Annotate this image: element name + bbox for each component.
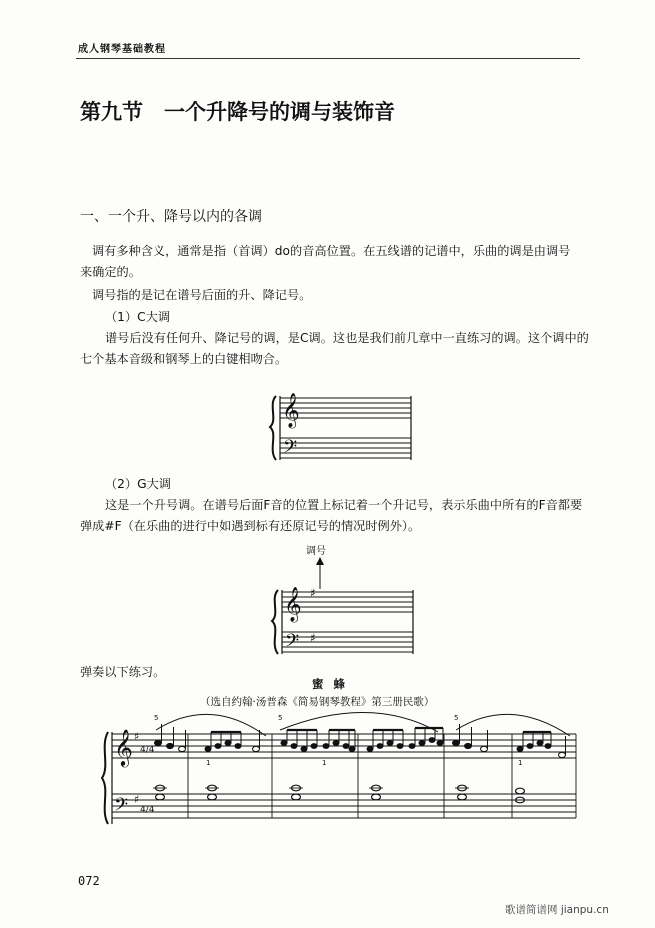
fingering-mark: 1 [518, 759, 523, 767]
sharp-icon: ♯ [134, 730, 140, 743]
fingering-mark: 5 [454, 714, 459, 722]
c-major-grand-staff [268, 394, 418, 464]
sharp-icon: ♯ [134, 793, 140, 806]
key-signature-label: 调号 [306, 546, 326, 557]
c-major-heading: （1）C大调 [105, 310, 171, 324]
time-signature: 4/4 [140, 805, 155, 815]
treble-clef-icon: 𝄞 [114, 728, 133, 766]
watermark: 歌谱简谱网 jianpu.cn [505, 904, 609, 916]
bass-clef-icon: 𝄢 [283, 437, 298, 462]
paragraph-c-major: 谱号后没有任何升、降记号的调，是C调。这也是我们前几章中一直练习的调。这个调中的 [105, 331, 589, 345]
paragraph-c-major-continued: 七个基本音级和钢琴上的白键相吻合。 [80, 352, 288, 366]
paragraph-2: 调号指的是记在谱号后面的升、降记号。 [92, 288, 312, 302]
time-signature: 4/4 [140, 745, 155, 755]
sharp-icon: ♯ [310, 631, 316, 645]
fingering-marks [154, 714, 522, 767]
paragraph-1-continued: 来确定的。 [80, 265, 141, 279]
fingering-mark: 1 [206, 759, 211, 767]
treble-notes [155, 724, 566, 758]
brace [102, 732, 108, 824]
header-rule [76, 58, 580, 59]
fingering-mark: 1 [322, 759, 327, 767]
paragraph-1: 调有多种含义，通常是指（首调）do的音高位置。在五线谱的记谱中，乐曲的调是由调号 [92, 244, 571, 258]
subheading: 一、一个升、降号以内的各调 [80, 209, 262, 225]
section-title: 第九节 一个升降号的调与装饰音 [80, 99, 395, 124]
bass-clef-icon: 𝄢 [285, 631, 300, 656]
brace [272, 590, 278, 654]
fingering-mark: 5 [154, 714, 159, 722]
treble-clef-icon: 𝄞 [282, 393, 300, 428]
treble-clef-icon: 𝄞 [284, 587, 302, 622]
up-arrow-icon [314, 556, 326, 590]
bass-clef-icon: 𝄢 [114, 795, 129, 820]
running-header: 成人钢琴基础教程 [78, 44, 166, 55]
song-title: 蜜蜂 [312, 677, 355, 691]
sharp-icon: ♯ [310, 586, 316, 600]
paragraph-g-major: 这是一个升号调。在谱号后面F音的位置上标记着一个升记号，表示乐曲中所有的F音都要 [105, 498, 583, 512]
music-score [100, 710, 580, 830]
paragraph-g-major-continued: 弹成#F（在乐曲的进行中如遇到标有还原记号的情况时例外）。 [80, 519, 421, 533]
practice-instruction: 弹奏以下练习。 [80, 665, 166, 679]
g-major-grand-staff [270, 588, 420, 658]
song-source: （选自约翰·汤普森《简易钢琴教程》第三册民歌） [200, 696, 435, 708]
fingering-mark: 5 [278, 714, 283, 722]
g-major-heading: （2）G大调 [105, 477, 171, 491]
brace [270, 396, 276, 460]
page-number: 072 [78, 874, 100, 888]
